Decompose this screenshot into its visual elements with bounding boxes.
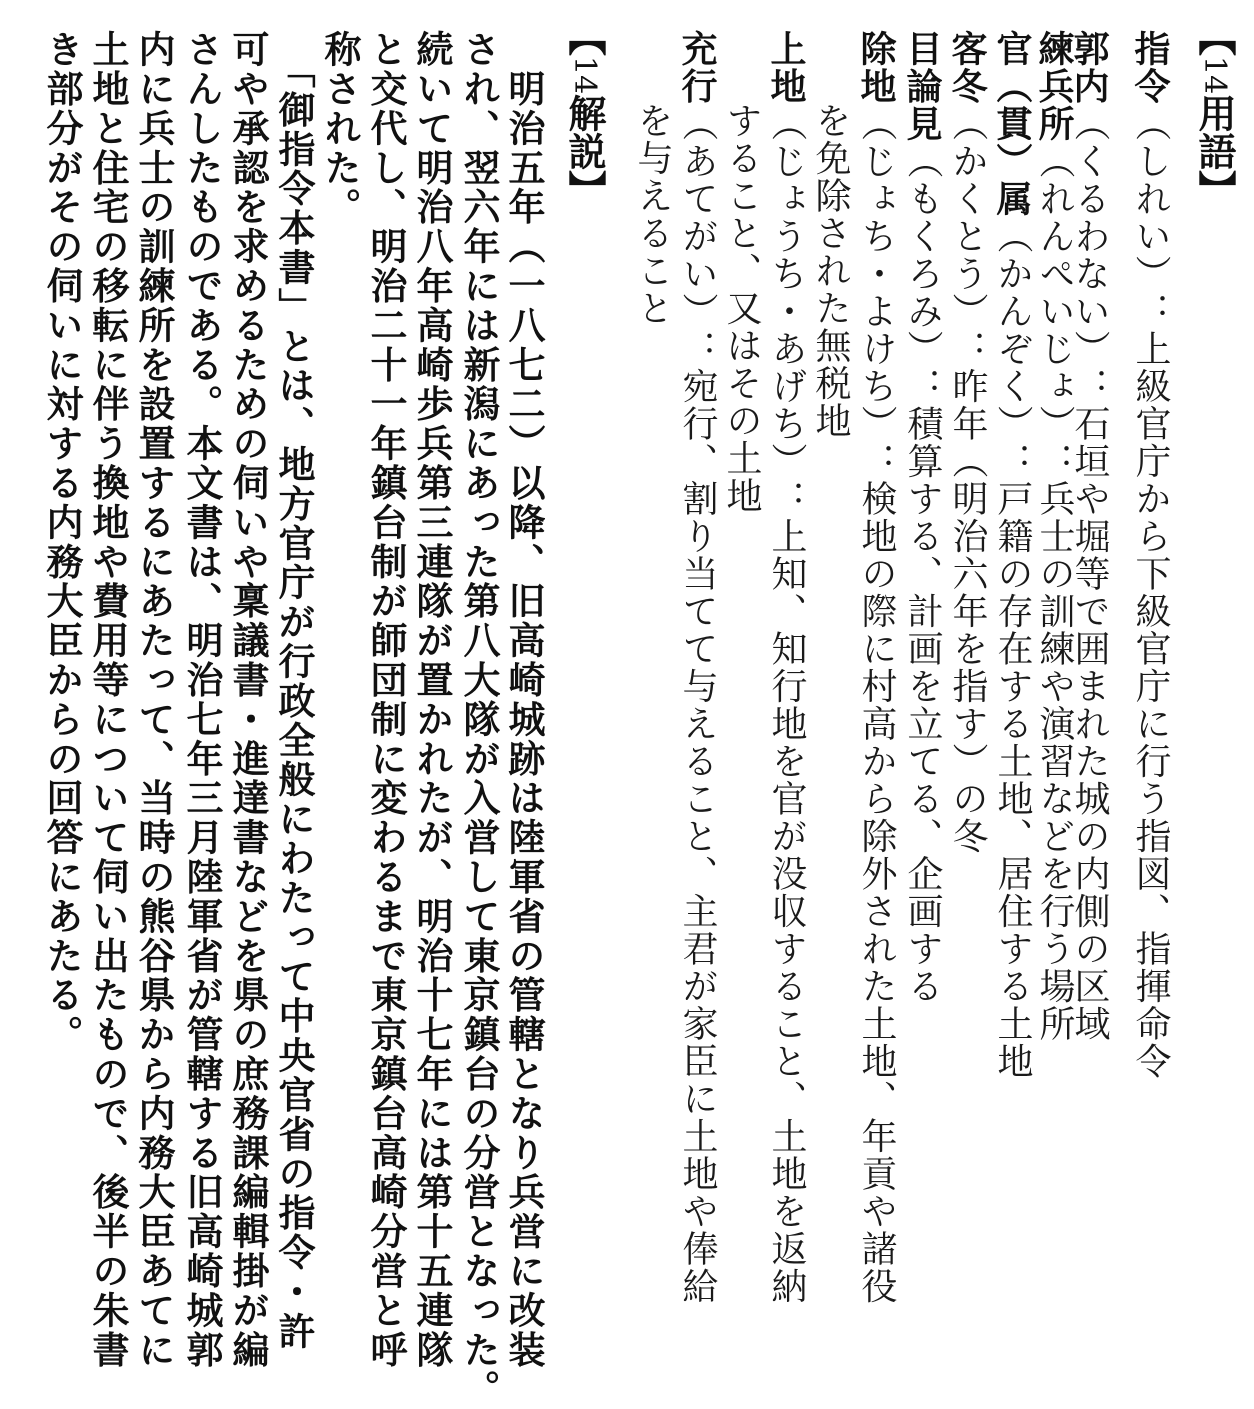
commentary-line: 称された。 [318, 30, 362, 227]
heading-bracket-close: 】 [562, 170, 607, 209]
heading-bracket-close: 】 [1192, 170, 1237, 209]
commentary-line: 可や承認を求めるための伺いや稟議書・進達書などを県の庶務課編輯掛が編 [226, 30, 270, 1370]
commentary-line: され、翌六年には新潟にあった第八大隊が入営して東京鎮台の分営となった。 [457, 30, 501, 1409]
glossary-definition-continued: を与えること [632, 102, 673, 327]
glossary-entry [1126, 30, 1174, 1080]
glossary-continuation [806, 102, 854, 440]
heading-number: 14 [567, 56, 602, 95]
glossary-entry [943, 30, 991, 855]
commentary-line: 土地と住宅の移転に伴う換地や費用等について伺い出たもので、後半の朱書 [86, 30, 130, 1370]
glossary-term: 除地 [855, 30, 897, 105]
glossary-definition: （れんぺいじょ）：兵士の訓練や演習などを行う場所 [1034, 142, 1075, 1043]
commentary-heading [560, 18, 608, 208]
glossary-term: 充行 [676, 30, 718, 105]
heading-number: 14 [1197, 56, 1232, 95]
glossary-definition: （もくろみ）：積算する、計画を立てる、企画する [902, 142, 943, 1005]
commentary-line: 続いて明治八年高崎歩兵第三連隊が置かれたが、明治十七年には第十五連隊 [410, 30, 454, 1370]
glossary-term: 郭内 [1068, 30, 1110, 105]
heading-label: 用語 [1192, 94, 1237, 171]
glossary-definition-continued: を免除された無税地 [810, 102, 851, 440]
glossary-entry [1030, 30, 1078, 1043]
glossary-definition: （くるわない）：石垣や堀等で囲まれた城の内側の区域 [1069, 105, 1110, 1043]
glossary-definition: （じょうち・あげち）：上知、知行地を官が没収すること、土地を返納 [766, 105, 807, 1305]
commentary-line: と交代し、明治二十一年鎮台制が師団制に変わるまで東京鎮台高崎分営と呼 [364, 30, 408, 1370]
glossary-term: 練兵所 [1033, 30, 1075, 143]
glossary-entry [988, 30, 1036, 1080]
commentary-line: 明治五年（一八七二）以降、旧高崎城跡は陸軍省の管轄となり兵営に改装 [502, 30, 546, 1370]
glossary-term: 官（貫）属 [991, 30, 1033, 218]
glossary-definition: （あてがい）：宛行、割り当てて与えること、主君が家臣に土地や俸給 [677, 105, 718, 1305]
glossary-heading [1190, 18, 1238, 208]
glossary-term: 指令 [1129, 30, 1171, 105]
glossary-continuation [717, 102, 765, 515]
commentary-line: き部分がその伺いに対する内務大臣からの回答にあたる。 [40, 30, 84, 1055]
glossary-continuation [628, 102, 676, 327]
glossary-definition: （かくとう）：昨年（明治六年を指す）の冬 [947, 105, 988, 855]
glossary-definition: （かんぞく）：戸籍の存在する土地、居住する土地 [992, 217, 1033, 1080]
heading-label: 解説 [562, 94, 607, 171]
glossary-definition: （しれい）：上級官庁から下級官庁に行う指図、指揮命令 [1130, 105, 1171, 1080]
commentary-line: さんしたものである。本文書は、明治七年三月陸軍省が管轄する旧高崎城郭 [180, 30, 224, 1370]
glossary-entry [762, 30, 810, 1305]
glossary-entry [852, 30, 900, 1305]
glossary-entry [898, 30, 946, 1005]
glossary-term: 上地 [765, 30, 807, 105]
glossary-term: 目論見 [901, 30, 943, 143]
glossary-definition: （じょち・よけち）：検地の際に村高から除外された土地、年貢や諸役 [856, 105, 897, 1305]
commentary-line: 「御指令本書」とは、地方官庁が行政全般にわたって中央官省の指令・許 [272, 30, 316, 1352]
glossary-definition-continued: すること、又はその土地 [721, 102, 762, 515]
commentary-line: 内に兵士の訓練所を設置するにあたって、当時の熊谷県から内務大臣あてに [132, 30, 176, 1370]
glossary-term: 客冬 [946, 30, 988, 105]
heading-bracket-open: 【 [562, 18, 607, 56]
glossary-entry [673, 30, 721, 1305]
heading-bracket-open: 【 [1192, 18, 1237, 56]
